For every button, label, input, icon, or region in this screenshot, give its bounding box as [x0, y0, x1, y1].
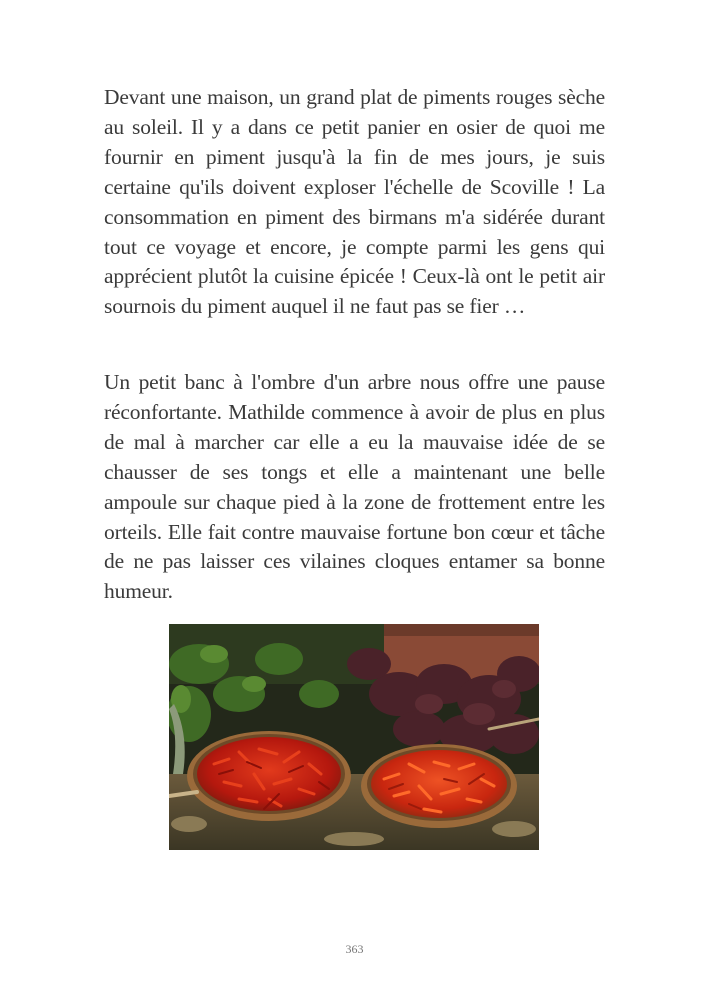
paragraph-2: Un petit banc à l'ombre d'un arbre nous offre une pause réconfortante. Mathilde commence à avoir de plus en plus de mal à marcher car elle a eu la mauvaise idée de se chausser de ses tongs et elle a maintenant une belle ampoule sur chaque pied à la zone de frottement entre les orteils. Elle fait contre mauvaise fortune bon cœur et tâche de ne pas laisser ces vilaines cloques entamer sa bonne humeur.	[104, 370, 605, 604]
page-number: 363	[345, 942, 364, 956]
chili-drying-photo	[169, 624, 539, 850]
paragraph-1: Devant une maison, un grand plat de piments rouges sèche au soleil. Il y a dans ce petit panier en osier de quoi me fournir en piment jusqu'à la fin de mes jours, je suis certaine qu'ils doivent exploser l'échelle de Scoville ! La consommation en piment des birmans m'a sidérée durant tout ce voyage et encore, je compte parmi les gens qui apprécient plutôt la cuisine épicée ! Ceux-là ont le petit air sournois du piment auquel il ne faut pas se fier …	[104, 85, 605, 319]
